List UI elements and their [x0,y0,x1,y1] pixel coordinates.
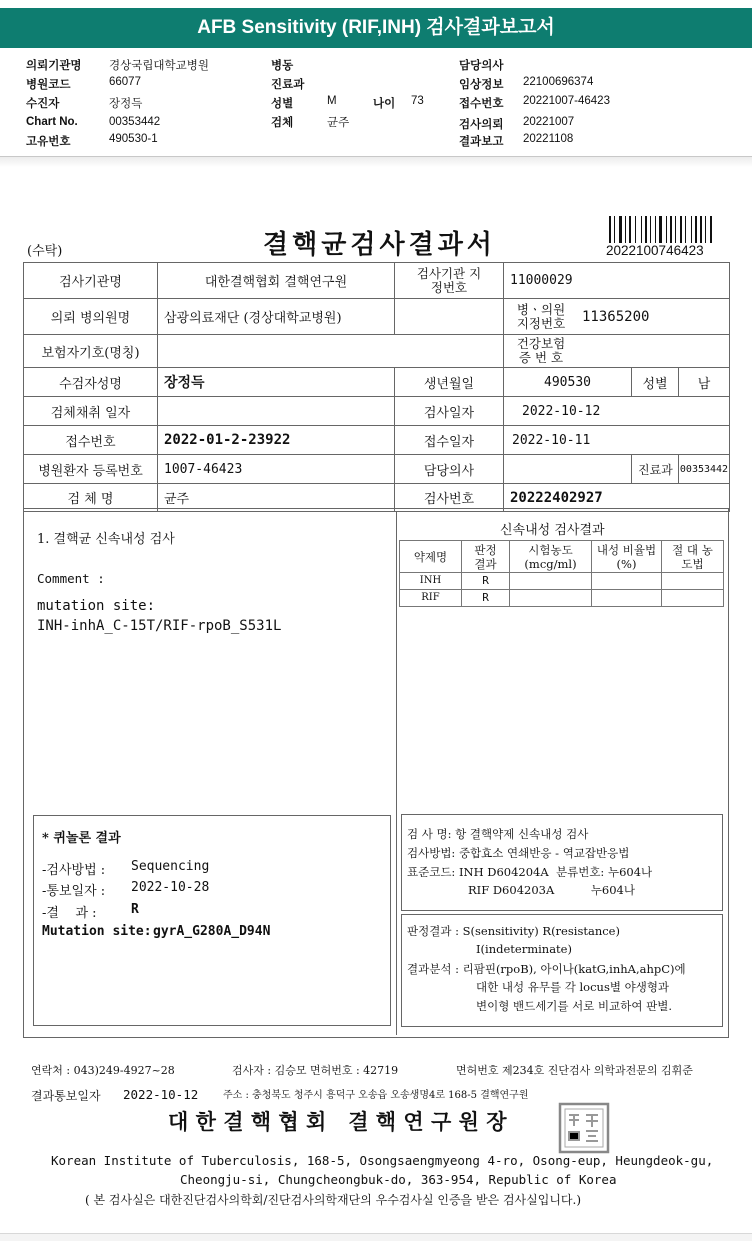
official-seal-icon [558,1102,610,1154]
header-text: 내성 비율법(%) [596,542,657,571]
empty-cell [592,573,662,590]
result-row [400,590,724,607]
result-row [400,573,724,590]
quinolone-result-value: R [131,902,139,917]
header-value: 73 [411,95,424,107]
cell-label: 담당의사 [395,455,504,484]
analysis-line-1: 결과분석 : 리팜핀(rpoB), 아이나(katG,inhA,ahpC)에 [407,962,686,976]
header-label: 접수번호 [459,98,504,110]
mutation-value: INH-inhA_C-15T/RIF-rpoB_S531L [37,618,282,634]
receipt-tag: (수탁) [27,244,63,259]
cell-empty [395,299,504,335]
barcode-icon [609,216,713,246]
header-label: 결과보고 [459,136,504,148]
cell-label: 병원환자 등록번호 [24,455,158,484]
address-english-1: Korean Institute of Tuberculosis, 168-5, Osongsaengmyeong 4-ro, Osong-eup, Heungdeok-gu, [51,1153,714,1168]
drug-cell: INH [400,573,462,590]
quinolone-date-label: -통보일자 : [42,884,106,899]
quinolone-date-value: 2022-10-28 [131,880,210,895]
judgement-line-2: I(indeterminate) [476,942,572,956]
header-label: 나이 [373,98,396,110]
header-label: 병동 [271,60,294,72]
notify-date: 2022-10-12 [123,1087,199,1102]
director-title: 대 한 결 핵 협 회 결 핵 연 구 원 장 [168,1109,507,1134]
cell-label: 수검자성명 [24,368,158,397]
header-value: 20221007-46423 [523,95,610,107]
empty-cell [592,590,662,607]
result-table-title: 신속내성 검사결과 [500,523,605,538]
header-label: 담당의사 [459,60,504,72]
cell-value [158,397,395,426]
header-cell: 약제명 [400,541,462,573]
cell-label: 검사일자 [395,397,504,426]
header-value: 경상국립대학교병원 [109,60,209,72]
mutation-label: mutation site: [37,598,156,614]
section-title: 1. 결핵균 신속내성 검사 [37,532,175,547]
report-form-table [23,262,730,512]
document-title: 결핵균검사결과서 [263,230,496,260]
standard-code-1: 표준코드: INH D604204A 분류번호: 누604나 [407,865,653,879]
results-divider [396,511,397,1035]
header-label: 수진자 [26,98,60,110]
footer-tester: 검사자 : 김승모 면허번호 : 42719 [232,1064,399,1077]
cell-value: 1007-46423 [158,455,395,484]
cell-label: 의뢰 병의원명 [24,299,158,335]
quinolone-result-label: -결 과 : [42,906,97,921]
certification-note: ( 본 검사실은 대한진단검사의학회/진단검사의학재단의 우수검사실 인증을 받은 검사실입니다.) [85,1193,582,1207]
cell-value: 11000029 [504,263,730,299]
footer-license: 면허번호 제234호 진단검사 의학과전문의 김휘준 [456,1064,693,1077]
test-method: 검사방법: 중합효소 연쇄반응 - 역교잡반응법 [407,846,630,860]
cell-label: 검사번호 [395,484,504,512]
header-label: 임상정보 [459,79,504,91]
header-label: 병원코드 [26,79,71,91]
cell-label: 검 체 명 [24,484,158,512]
standard-code-2: RIF D604203A 누604나 [468,883,635,897]
header-label: 고유번호 [26,136,71,148]
header-cell [510,541,592,573]
cell-value: 00353442 [679,455,730,484]
analysis-line-3: 변이형 밴드세기를 서로 비교하여 판별. [476,999,673,1013]
cell-value: 2022-10-11 [504,426,730,455]
analysis-line-2: 대한 내성 유무를 각 locus별 야생형과 [476,980,670,994]
judgement-line-1: 판정결과 : S(sensitivity) R(resistance) [407,924,620,938]
result-cell: R [462,590,510,607]
header-cell [462,541,510,573]
header-shadow [0,157,752,167]
header-value: 균주 [327,117,350,129]
footer-contact: 연락처 : 043)249-4927~28 [31,1064,175,1077]
header-value: 66077 [109,76,141,88]
header-value: 장정득 [109,98,143,110]
cell-value: 삼광의료재단 (경상대학교병원) [158,299,395,335]
header-label: 성별 [271,98,294,110]
cell-label: 성별 [632,368,679,397]
cell-label: 접수일자 [395,426,504,455]
header-label: 진료과 [271,79,305,91]
header-value: 22100696374 [523,76,594,88]
cell-label: 보험자기호(명칭) [24,335,158,368]
footer-address: 주소 : 충청북도 청주시 흥덕구 오송읍 오송생명4로 168-5 결핵연구원 [223,1090,529,1101]
header-cell [662,541,724,573]
cell-value: 균주 [158,484,395,512]
cell-value: 장정득 [158,368,395,397]
cell-label [395,263,504,299]
barcode-number: 2022100746423 [606,243,704,258]
ref-no-value: 11365200 [582,308,650,325]
header-label: 의뢰기관명 [26,60,82,72]
comment-label: Comment : [37,571,105,586]
report-banner-title: AFB Sensitivity (RIF,INH) 검사결과보고서 [0,8,752,48]
cell-value: 대한결핵협회 결핵연구원 [158,263,395,299]
cell-label: 생년월일 [395,368,504,397]
header-value: 20221108 [523,133,574,145]
header-cell [592,541,662,573]
address-english-2: Cheongju-si, Chungcheongbuk-do, 363-954, Republic of Korea [180,1172,617,1187]
empty-cell [510,573,592,590]
cell-value [158,335,504,368]
drug-cell: RIF [400,590,462,607]
quinolone-method-value: Sequencing [131,859,210,874]
header-text: 판정 결과 [474,542,497,571]
quinolone-method-label: -검사방법 : [42,863,106,878]
cell-label: 검사기관명 [24,263,158,299]
inst-no-label: 검사기관 지정번호 [416,265,482,295]
result-cell: R [462,573,510,590]
result-table [399,540,724,607]
header-text: 절 대 농도법 [672,542,713,571]
cell-value: 2022-10-12 [504,397,730,426]
quinolone-mutation-value: gyrA_G280A_D94N [153,924,271,939]
cell-value: 2022-01-2-23922 [158,426,395,455]
quinolone-mutation-label: Mutation site: [42,924,152,939]
cell-value: 490530 [504,368,632,397]
header-value: 00353442 [109,116,161,128]
empty-cell [662,573,724,590]
cell-compound [504,335,730,368]
health-label: 건강보험 증 번 호 [516,336,566,365]
ref-no-label: 병ㆍ의원 지정번호 [516,301,566,331]
quinolone-title: * 퀴놀론 결과 [42,831,121,846]
header-text: 시험농도 (mcg/ml) [524,542,577,571]
header-value: 490530-1 [109,133,158,145]
test-name: 검 사 명: 항 결핵약제 신속내성 검사 [407,827,589,841]
notify-label: 결과통보일자 [31,1089,101,1103]
result-header-row [400,541,724,573]
header-value: M [327,95,337,107]
header-value: 20221007 [523,116,575,128]
cell-value [504,455,632,484]
cell-label: 검체채취 일자 [24,397,158,426]
empty-cell [662,590,724,607]
header-label: 검체 [271,117,294,129]
cell-compound [504,299,730,335]
cell-value: 남 [679,368,730,397]
header-label: 검사의뢰 [459,119,504,131]
cell-value: 20222402927 [504,484,730,512]
empty-cell [510,590,592,607]
cell-label: 진료과 [632,455,679,484]
cell-label: 접수번호 [24,426,158,455]
header-label: Chart No. [26,116,78,128]
